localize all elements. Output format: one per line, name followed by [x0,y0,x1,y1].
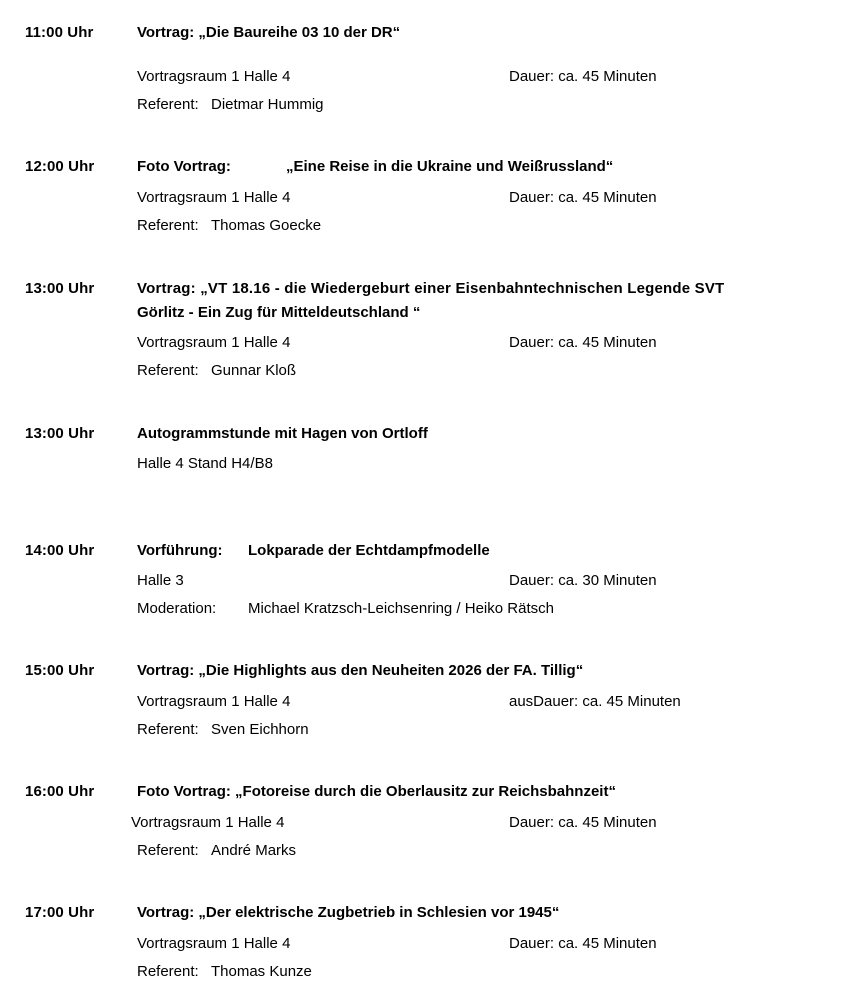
event-time: 13:00 Uhr [25,425,95,442]
speaker-name: André Marks [211,842,297,859]
event-location: Vortragsraum 1 Halle 4 [137,68,291,85]
speaker-name: Dietmar Hummig [211,96,324,113]
event-time: 15:00 Uhr [25,662,95,679]
event-title: Vortrag: „Der elektrische Zugbetrieb in Schlesien vor 1945“ [137,904,560,921]
event-time: 17:00 Uhr [25,904,95,921]
speaker-label: Referent: [137,362,199,379]
speaker-label: Referent: [137,963,199,980]
event-title: Foto Vortrag: „Fotoreise durch die Oberlausitz zur Reichsbahnzeit“ [137,783,616,800]
event-duration: Dauer: ca. 45 Minuten [509,935,657,952]
moderation-label: Moderation: [137,600,217,617]
event-title: Autogrammstunde mit Hagen von Ortloff [137,425,428,442]
speaker-label: Referent: [137,721,199,738]
speaker-name: Gunnar Kloß [211,362,297,379]
event-duration: Dauer: ca. 45 Minuten [509,189,657,206]
event-title: „Eine Reise in die Ukraine und Weißrussland“ [286,158,614,175]
event-duration: Dauer: ca. 30 Minuten [509,572,657,589]
event-location: Vortragsraum 1 Halle 4 [137,334,291,351]
speaker-name: Thomas Kunze [211,963,312,980]
event-title-line-2: Görlitz - Ein Zug für Mitteldeutschland “ [137,304,421,321]
event-duration: ausDauer: ca. 45 Minuten [509,693,681,710]
event-time: 11:00 Uhr [25,24,94,41]
event-time: 14:00 Uhr [25,542,95,559]
moderation-names: Michael Kratzsch-Leichsenring / Heiko Rätsch [248,600,554,617]
event-time: 16:00 Uhr [25,783,95,800]
event-location: Vortragsraum 1 Halle 4 [131,814,285,831]
event-location: Vortragsraum 1 Halle 4 [137,935,291,952]
event-title-prefix: Foto Vortrag: [137,158,231,175]
event-title-prefix: Vorführung: [137,542,223,559]
speaker-name: Thomas Goecke [211,217,322,234]
event-title: Vortrag: „Die Highlights aus den Neuheiten 2026 der FA. Tillig“ [137,662,584,679]
event-location: Halle 3 [137,572,184,589]
speaker-name: Sven Eichhorn [211,721,309,738]
event-title: Lokparade der Echtdampfmodelle [248,542,490,559]
event-title: Vortrag: „Die Baureihe 03 10 der DR“ [137,24,401,41]
event-time: 13:00 Uhr [25,280,95,297]
speaker-label: Referent: [137,842,199,859]
event-title-line-1: Vortrag: „VT 18.16 - die Wiedergeburt einer Eisenbahntechnischen Legende SVT [137,280,725,297]
event-location: Vortragsraum 1 Halle 4 [137,189,291,206]
speaker-label: Referent: [137,217,199,234]
event-time: 12:00 Uhr [25,158,95,175]
event-location: Vortragsraum 1 Halle 4 [137,693,291,710]
speaker-label: Referent: [137,96,199,113]
event-duration: Dauer: ca. 45 Minuten [509,814,657,831]
event-duration: Dauer: ca. 45 Minuten [509,334,657,351]
event-location: Halle 4 Stand H4/B8 [137,455,273,472]
event-duration: Dauer: ca. 45 Minuten [509,68,657,85]
